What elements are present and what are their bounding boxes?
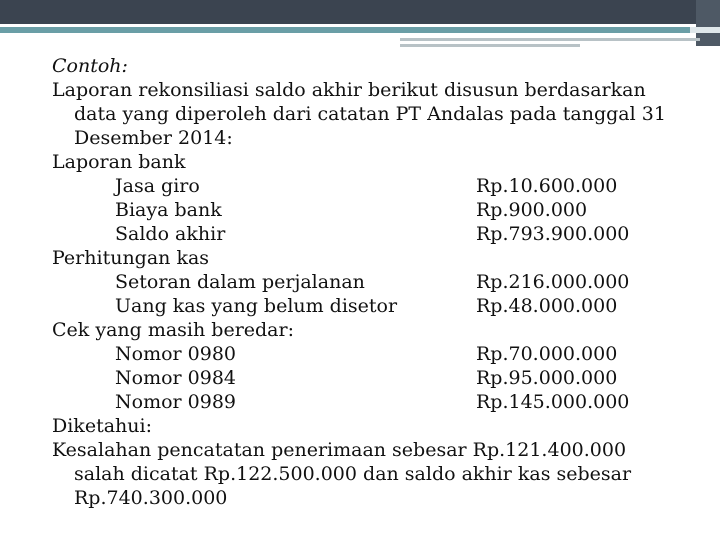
- item-value: Rp.70.000.000: [476, 343, 618, 365]
- section-title-known: Diketahui:: [52, 415, 152, 437]
- item-value: Rp.216.000.000: [476, 271, 630, 293]
- list-item: [52, 390, 712, 414]
- intro-line-1: Laporan rekonsiliasi saldo akhir berikut disusun berdasarkan: [52, 79, 646, 101]
- header-accent-highlight: [690, 27, 720, 33]
- known-line-2: salah dicatat Rp.122.500.000 dan saldo akhir kas sebesar: [74, 463, 632, 485]
- header-accent-line: [0, 27, 720, 33]
- list-item: [52, 198, 712, 222]
- known-line-3: Rp.740.300.000: [74, 487, 228, 509]
- heading-example: Contoh:: [52, 55, 128, 77]
- item-label: Setoran dalam perjalanan: [115, 271, 365, 293]
- decorative-rule-long: [400, 38, 700, 41]
- item-value: Rp.145.000.000: [476, 391, 630, 413]
- item-value: Rp.95.000.000: [476, 367, 618, 389]
- intro-line-2: data yang diperoleh dari catatan PT Andalas pada tanggal 31: [74, 103, 666, 125]
- item-label: Jasa giro: [115, 175, 200, 197]
- item-label: Nomor 0984: [115, 367, 236, 389]
- list-item: [52, 174, 712, 198]
- item-label: Nomor 0980: [115, 343, 236, 365]
- list-item: [52, 222, 712, 246]
- section-title-cash-calc: Perhitungan kas: [52, 247, 210, 269]
- decorative-rule-short: [400, 44, 580, 47]
- list-item: [52, 270, 712, 294]
- item-label: Saldo akhir: [115, 223, 226, 245]
- item-value: Rp.793.900.000: [476, 223, 630, 245]
- list-item: [52, 342, 712, 366]
- item-value: Rp.900.000: [476, 199, 588, 221]
- item-label: Uang kas yang belum disetor: [115, 295, 398, 317]
- list-item: [52, 294, 712, 318]
- known-line-1: Kesalahan pencatatan penerimaan sebesar Rp.121.400.000: [52, 439, 627, 461]
- list-item: [52, 366, 712, 390]
- slide-content: [52, 54, 712, 510]
- item-value: Rp.10.600.000: [476, 175, 618, 197]
- intro-line-3: Desember 2014:: [74, 127, 233, 149]
- item-value: Rp.48.000.000: [476, 295, 618, 317]
- item-label: Biaya bank: [115, 199, 222, 221]
- section-title-bank-report: Laporan bank: [52, 151, 186, 173]
- slide-header-bar: [0, 0, 720, 24]
- item-label: Nomor 0989: [115, 391, 236, 413]
- section-title-outstanding-checks: Cek yang masih beredar:: [52, 319, 294, 341]
